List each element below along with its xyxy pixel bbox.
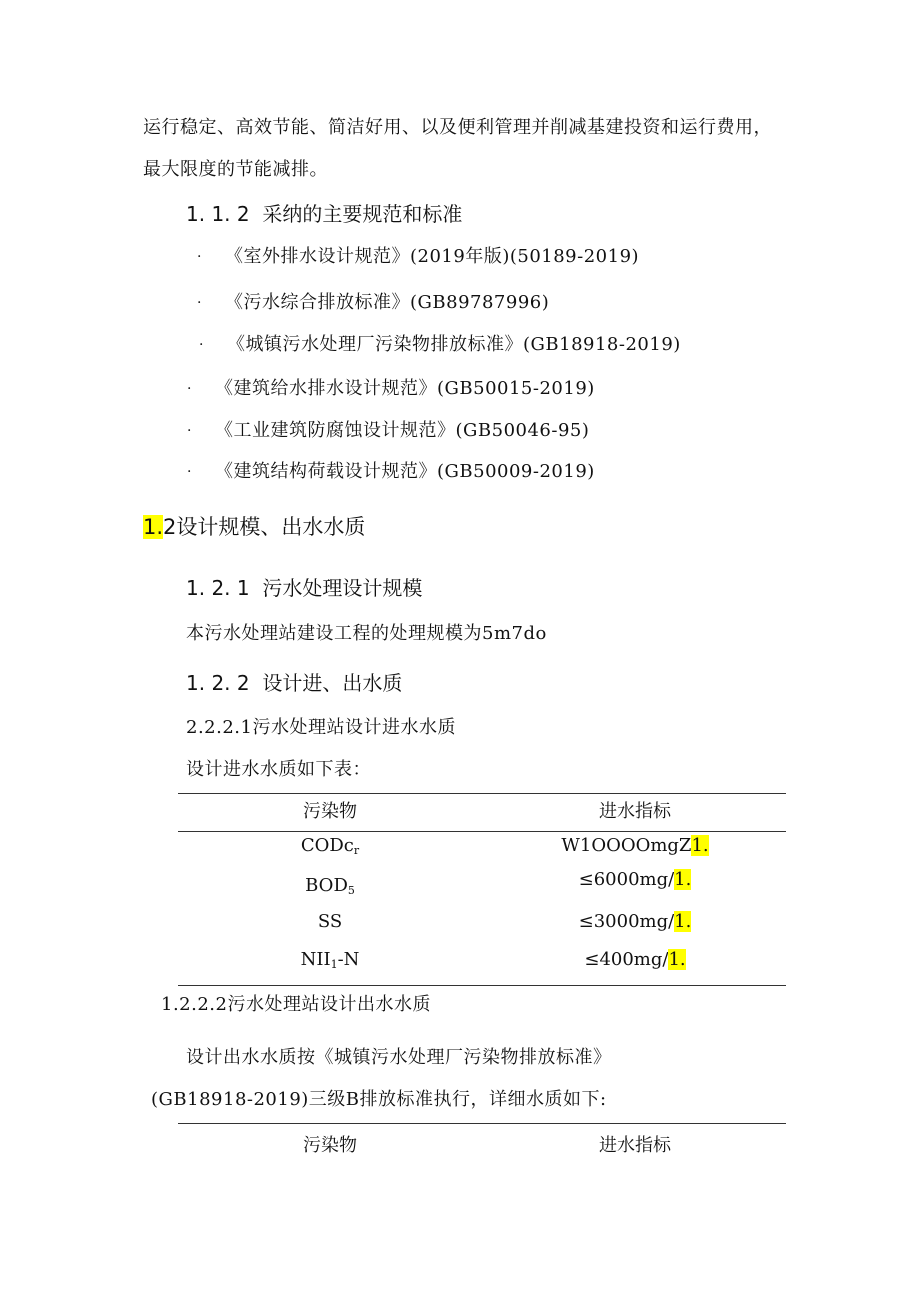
- outlet-intro-line-1: 设计出水水质按《城镇污水处理厂污染物排放标准》: [186, 1047, 612, 1068]
- table-top-rule: [178, 793, 786, 794]
- intro-line-2: 最大限度的节能减排。: [143, 159, 328, 180]
- bullet-icon: ·: [187, 381, 192, 397]
- section-number: 1. 2. 1: [186, 576, 250, 600]
- section-heading-1-2: [143, 511, 365, 541]
- standards-list-item: [199, 330, 681, 356]
- inlet-heading: 2.2.2.1污水处理站设计进水水质: [186, 717, 456, 738]
- list-item-text: 《工业建筑防腐蚀设计规范》(GB50046-95): [215, 420, 590, 441]
- table-header-value: 进水指标: [599, 801, 671, 822]
- intro-line-1: 运行稳定、高效节能、简洁好用、以及便利管理并削减基建投资和运行费用，: [143, 117, 772, 138]
- table-bottom-rule: [178, 985, 786, 986]
- section-heading-1-1-2: [186, 198, 462, 227]
- table-header-rule: [178, 831, 786, 832]
- table-cell-pollutant: $NII_1-N$: [300, 949, 360, 971]
- section-heading-1-2-1: [186, 572, 422, 601]
- table-cell-value: ≤400mg/1.: [584, 949, 686, 970]
- table-header-pollutant: 污染物: [303, 801, 357, 822]
- list-item-text: 《城镇污水处理厂污染物排放标准》(GB18918-2019): [227, 334, 681, 355]
- table-cell-value: ≤6000mg/1.: [578, 869, 692, 890]
- table-header-pollutant: 污染物: [303, 1135, 357, 1156]
- bullet-icon: ·: [187, 464, 192, 480]
- bullet-icon: ·: [187, 423, 192, 439]
- highlighted-number: 1.: [143, 515, 164, 539]
- table-top-rule: [178, 1123, 786, 1124]
- list-item-text: 《污水综合排放标准》(GB89787996): [225, 292, 550, 313]
- section-title: 2设计规模、出水水质: [163, 515, 366, 539]
- section-number: 1. 2. 2: [186, 671, 250, 695]
- standards-list-item: [187, 457, 595, 483]
- bullet-icon: ·: [199, 337, 204, 353]
- standards-list-item: [197, 242, 639, 268]
- standards-list-item: [187, 374, 595, 400]
- section-title: 设计进、出水质: [262, 671, 403, 695]
- table-cell-pollutant: $BOD_5$: [305, 875, 355, 897]
- scale-text: 本污水处理站建设工程的处理规模为5m7do: [186, 623, 547, 644]
- section-title: 采纳的主要规范和标准: [262, 202, 463, 226]
- section-heading-1-2-2: [186, 667, 402, 696]
- table-header-value: 进水指标: [599, 1135, 671, 1156]
- standards-list-item: [197, 288, 549, 314]
- inlet-intro: 设计进水水质如下表：: [186, 759, 371, 780]
- list-item-text: 《建筑给水排水设计规范》(GB50015-2019): [215, 378, 595, 399]
- table-cell-pollutant: CODc$_r$: [300, 835, 360, 857]
- list-item-text: 《建筑结构荷载设计规范》(GB50009-2019): [215, 461, 595, 482]
- standards-list-item: [187, 416, 589, 442]
- table-cell-pollutant: SS: [317, 911, 343, 932]
- list-item-text: 《室外排水设计规范》(2019年版)(50189-2019): [225, 246, 640, 267]
- bullet-icon: ·: [197, 249, 202, 265]
- outlet-heading: 1.2.2.2污水处理站设计出水水质: [161, 994, 431, 1015]
- outlet-intro-line-2: (GB18918-2019)三级B排放标准执行，详细水质如下:: [151, 1089, 607, 1110]
- section-number: 1. 1. 2: [186, 202, 250, 226]
- table-cell-value: W1OOOOmgZ1.: [561, 835, 709, 856]
- section-title: 污水处理设计规模: [262, 576, 423, 600]
- table-cell-value: ≤3000mg/1.: [578, 911, 692, 932]
- bullet-icon: ·: [197, 295, 202, 311]
